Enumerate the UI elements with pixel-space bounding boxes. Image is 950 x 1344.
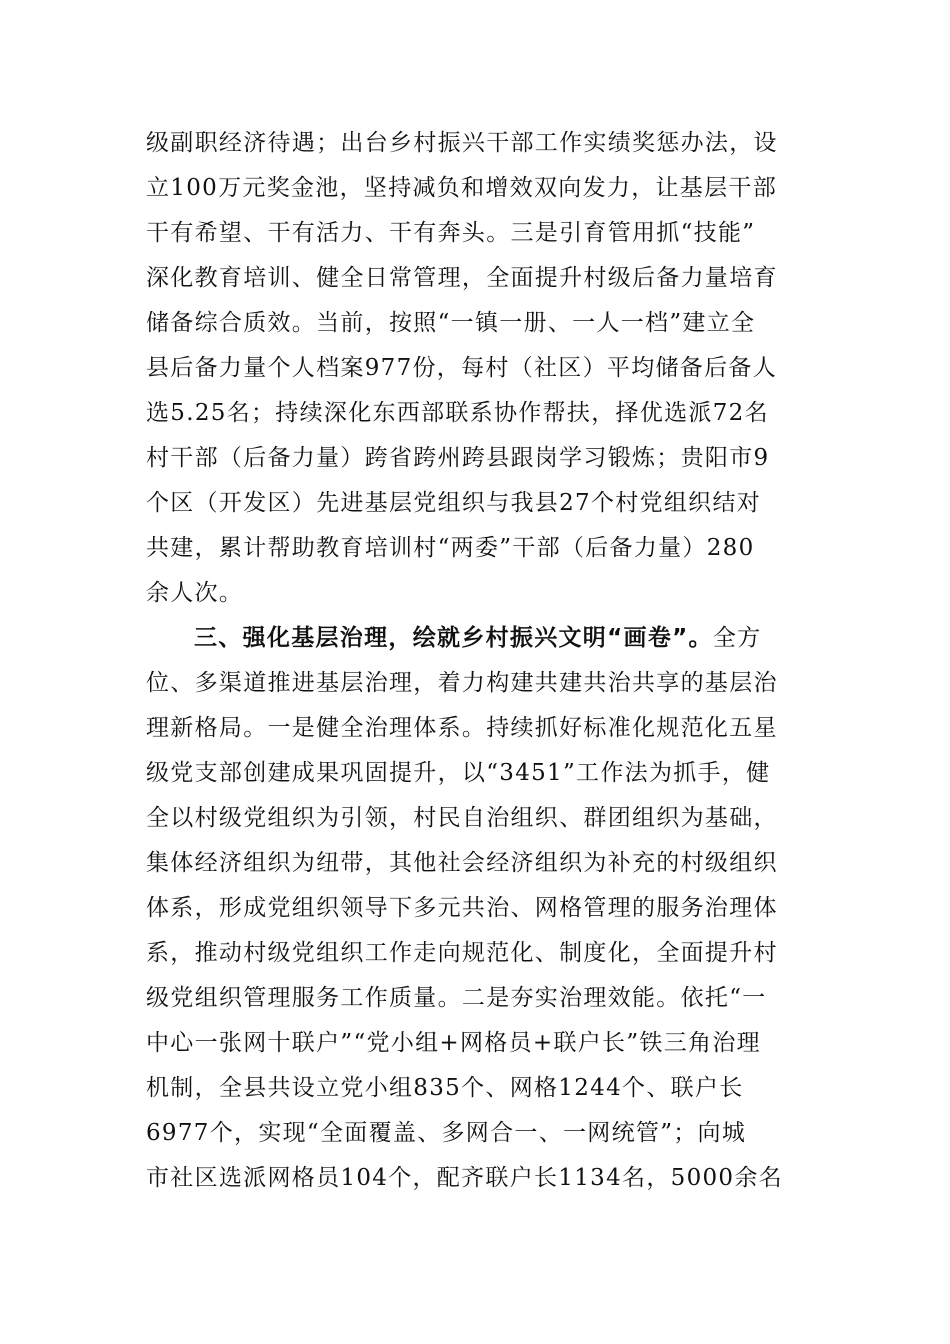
paragraph-2-line: 中心一张网十联户”“党小组+网格员+联户长”铁三角治理 — [146, 1030, 761, 1056]
paragraph-2-first-line — [194, 623, 761, 653]
paragraph-2-line: 系，推动村级党组织工作走向规范化、制度化，全面提升村 — [146, 940, 778, 966]
section-heading: 三、强化基层治理，绘就乡村振兴文明“画卷”。 — [194, 625, 713, 651]
paragraph-2-line: 级党支部创建成果巩固提升，以“3451”工作法为抓手，健 — [146, 760, 771, 786]
paragraph-2-line: 6977个，实现“全面覆盖、多网合一、一网统管”；向城 — [146, 1120, 747, 1146]
paragraph-1-line: 个区（开发区）先进基层党组织与我县27个村党组织结对 — [146, 490, 762, 516]
paragraph-1-line: 县后备力量个人档案977份，每村（社区）平均储备后备人 — [146, 355, 777, 381]
paragraph-2-line: 理新格局。一是健全治理体系。持续抓好标准化规范化五星 — [146, 715, 778, 741]
paragraph-1-line: 立100万元奖金池，坚持减负和增效双向发力，让基层干部 — [146, 175, 777, 201]
paragraph-2-line: 市社区选派网格员104个，配齐联户长1134名，5000余名 — [146, 1165, 783, 1191]
paragraph-1-line: 余人次。 — [146, 580, 244, 606]
paragraph-2-line: 全以村级党组织为引领，村民自治组织、群团组织为基础， — [146, 805, 778, 831]
paragraph-1-line: 深化教育培训、健全日常管理，全面提升村级后备力量培育 — [146, 265, 778, 291]
paragraph-2-line: 机制，全县共设立党小组835个、网格1244个、联户长 — [146, 1075, 744, 1101]
paragraph-2-line: 集体经济组织为纽带，其他社会经济组织为补充的村级组织 — [146, 850, 778, 876]
paragraph-1-line: 储备综合质效。当前，按照“一镇一册、一人一档”建立全 — [146, 310, 756, 336]
paragraph-2-first-line-rest: 全方 — [712, 625, 762, 651]
paragraph-1-line: 共建，累计帮助教育培训村“两委”干部（后备力量）280 — [146, 535, 755, 561]
paragraph-1-line: 级副职经济待遇；出台乡村振兴干部工作实绩奖惩办法，设 — [146, 130, 778, 156]
paragraph-2-line: 位、多渠道推进基层治理，着力构建共建共治共享的基层治 — [146, 670, 778, 696]
paragraph-1-line: 选5.25名；持续深化东西部联系协作帮扶，择优选派72名 — [146, 400, 769, 426]
paragraph-1-line: 村干部（后备力量）跨省跨州跨县跟岗学习锻炼；贵阳市9 — [146, 445, 770, 471]
paragraph-2-line: 级党组织管理服务工作质量。二是夯实治理效能。依托“一 — [146, 985, 767, 1011]
paragraph-2-line: 体系，形成党组织领导下多元共治、网格管理的服务治理体 — [146, 895, 778, 921]
paragraph-1-line: 干有希望、干有活力、干有奔头。三是引育管用抓“技能” — [146, 220, 756, 246]
